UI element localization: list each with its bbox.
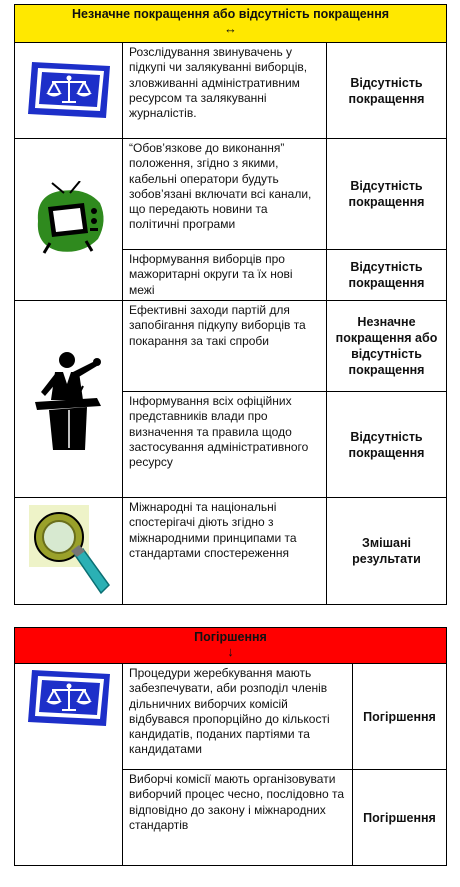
section-2-title: Погіршення <box>194 630 267 644</box>
table-row <box>15 43 447 139</box>
speaker-icon-cell <box>15 301 123 498</box>
justice-icon-cell-2 <box>15 664 123 866</box>
row-1-result: Відсутність покращення <box>327 43 447 139</box>
scales-of-justice-icon <box>26 60 112 122</box>
row-2-text: “Обов’язкове до виконання” положення, згідно з якими, кабельні оператори будуть зобов’язані включати всі канали, що передають новини та політичні програми <box>123 139 327 250</box>
row-5-result: Відсутність покращення <box>327 392 447 498</box>
row-4-result: Незначне покращення або відсутність покращення <box>327 301 447 392</box>
row-3-text: Інформування виборців про мажоритарні округи та їх нові межі <box>123 250 327 301</box>
row-6-text: Міжнародні та національні спостерігачі діють згідно з міжнародними принципами та стандартами спостереження <box>123 498 327 605</box>
row-8-result: Погіршення <box>353 770 447 866</box>
magnifying-glass-icon <box>23 503 115 599</box>
justice-icon-cell <box>15 43 123 139</box>
scales-of-justice-icon <box>26 668 112 730</box>
row-7-result: Погіршення <box>353 664 447 770</box>
down-arrow-icon: ↓ <box>227 644 234 659</box>
section-1-header <box>15 5 447 43</box>
row-5-text: Інформування всіх офіційних представників влади про визначення та правила щодо застосування адміністративного ресурсу <box>123 392 327 498</box>
tv-icon-cell <box>15 139 123 301</box>
section-2-header <box>15 628 447 664</box>
table-row <box>15 664 447 770</box>
television-icon <box>30 181 108 259</box>
table-row <box>15 498 447 605</box>
section-2-table <box>14 627 447 866</box>
row-1-text: Розслідування звинувачень у підкупі чи залякуванні виборців, зловживанні адміністративним ресурсом та залякуванні журналістів. <box>123 43 327 139</box>
row-3-result: Відсутність покращення <box>327 250 447 301</box>
section-1-title: Незначне покращення або відсутність покращення <box>71 7 390 21</box>
no-change-arrow-icon: ↔ <box>224 21 237 36</box>
row-4-text: Ефективні заходи партій для запобігання підкупу виборців та покарання за такі спроби <box>123 301 327 392</box>
table-row <box>15 139 447 250</box>
row-6-result: Змішані результати <box>327 498 447 605</box>
row-7-text: Процедури жеребкування мають забезпечувати, аби розподіл членів дільничних виборчих комісій відбувався пропорційно до кількості кандидатів, поданих партіями та кандидатами <box>123 664 353 770</box>
speaker-at-podium-icon <box>27 344 111 454</box>
section-1-table <box>14 4 447 605</box>
row-2-result: Відсутність покращення <box>327 139 447 250</box>
table-row <box>15 301 447 392</box>
magnifier-icon-cell <box>15 498 123 605</box>
row-8-text: Виборчі комісії мають організовувати виборчий процес чесно, послідовно та відповідно до закону і міжнародних стандартів <box>123 770 353 866</box>
